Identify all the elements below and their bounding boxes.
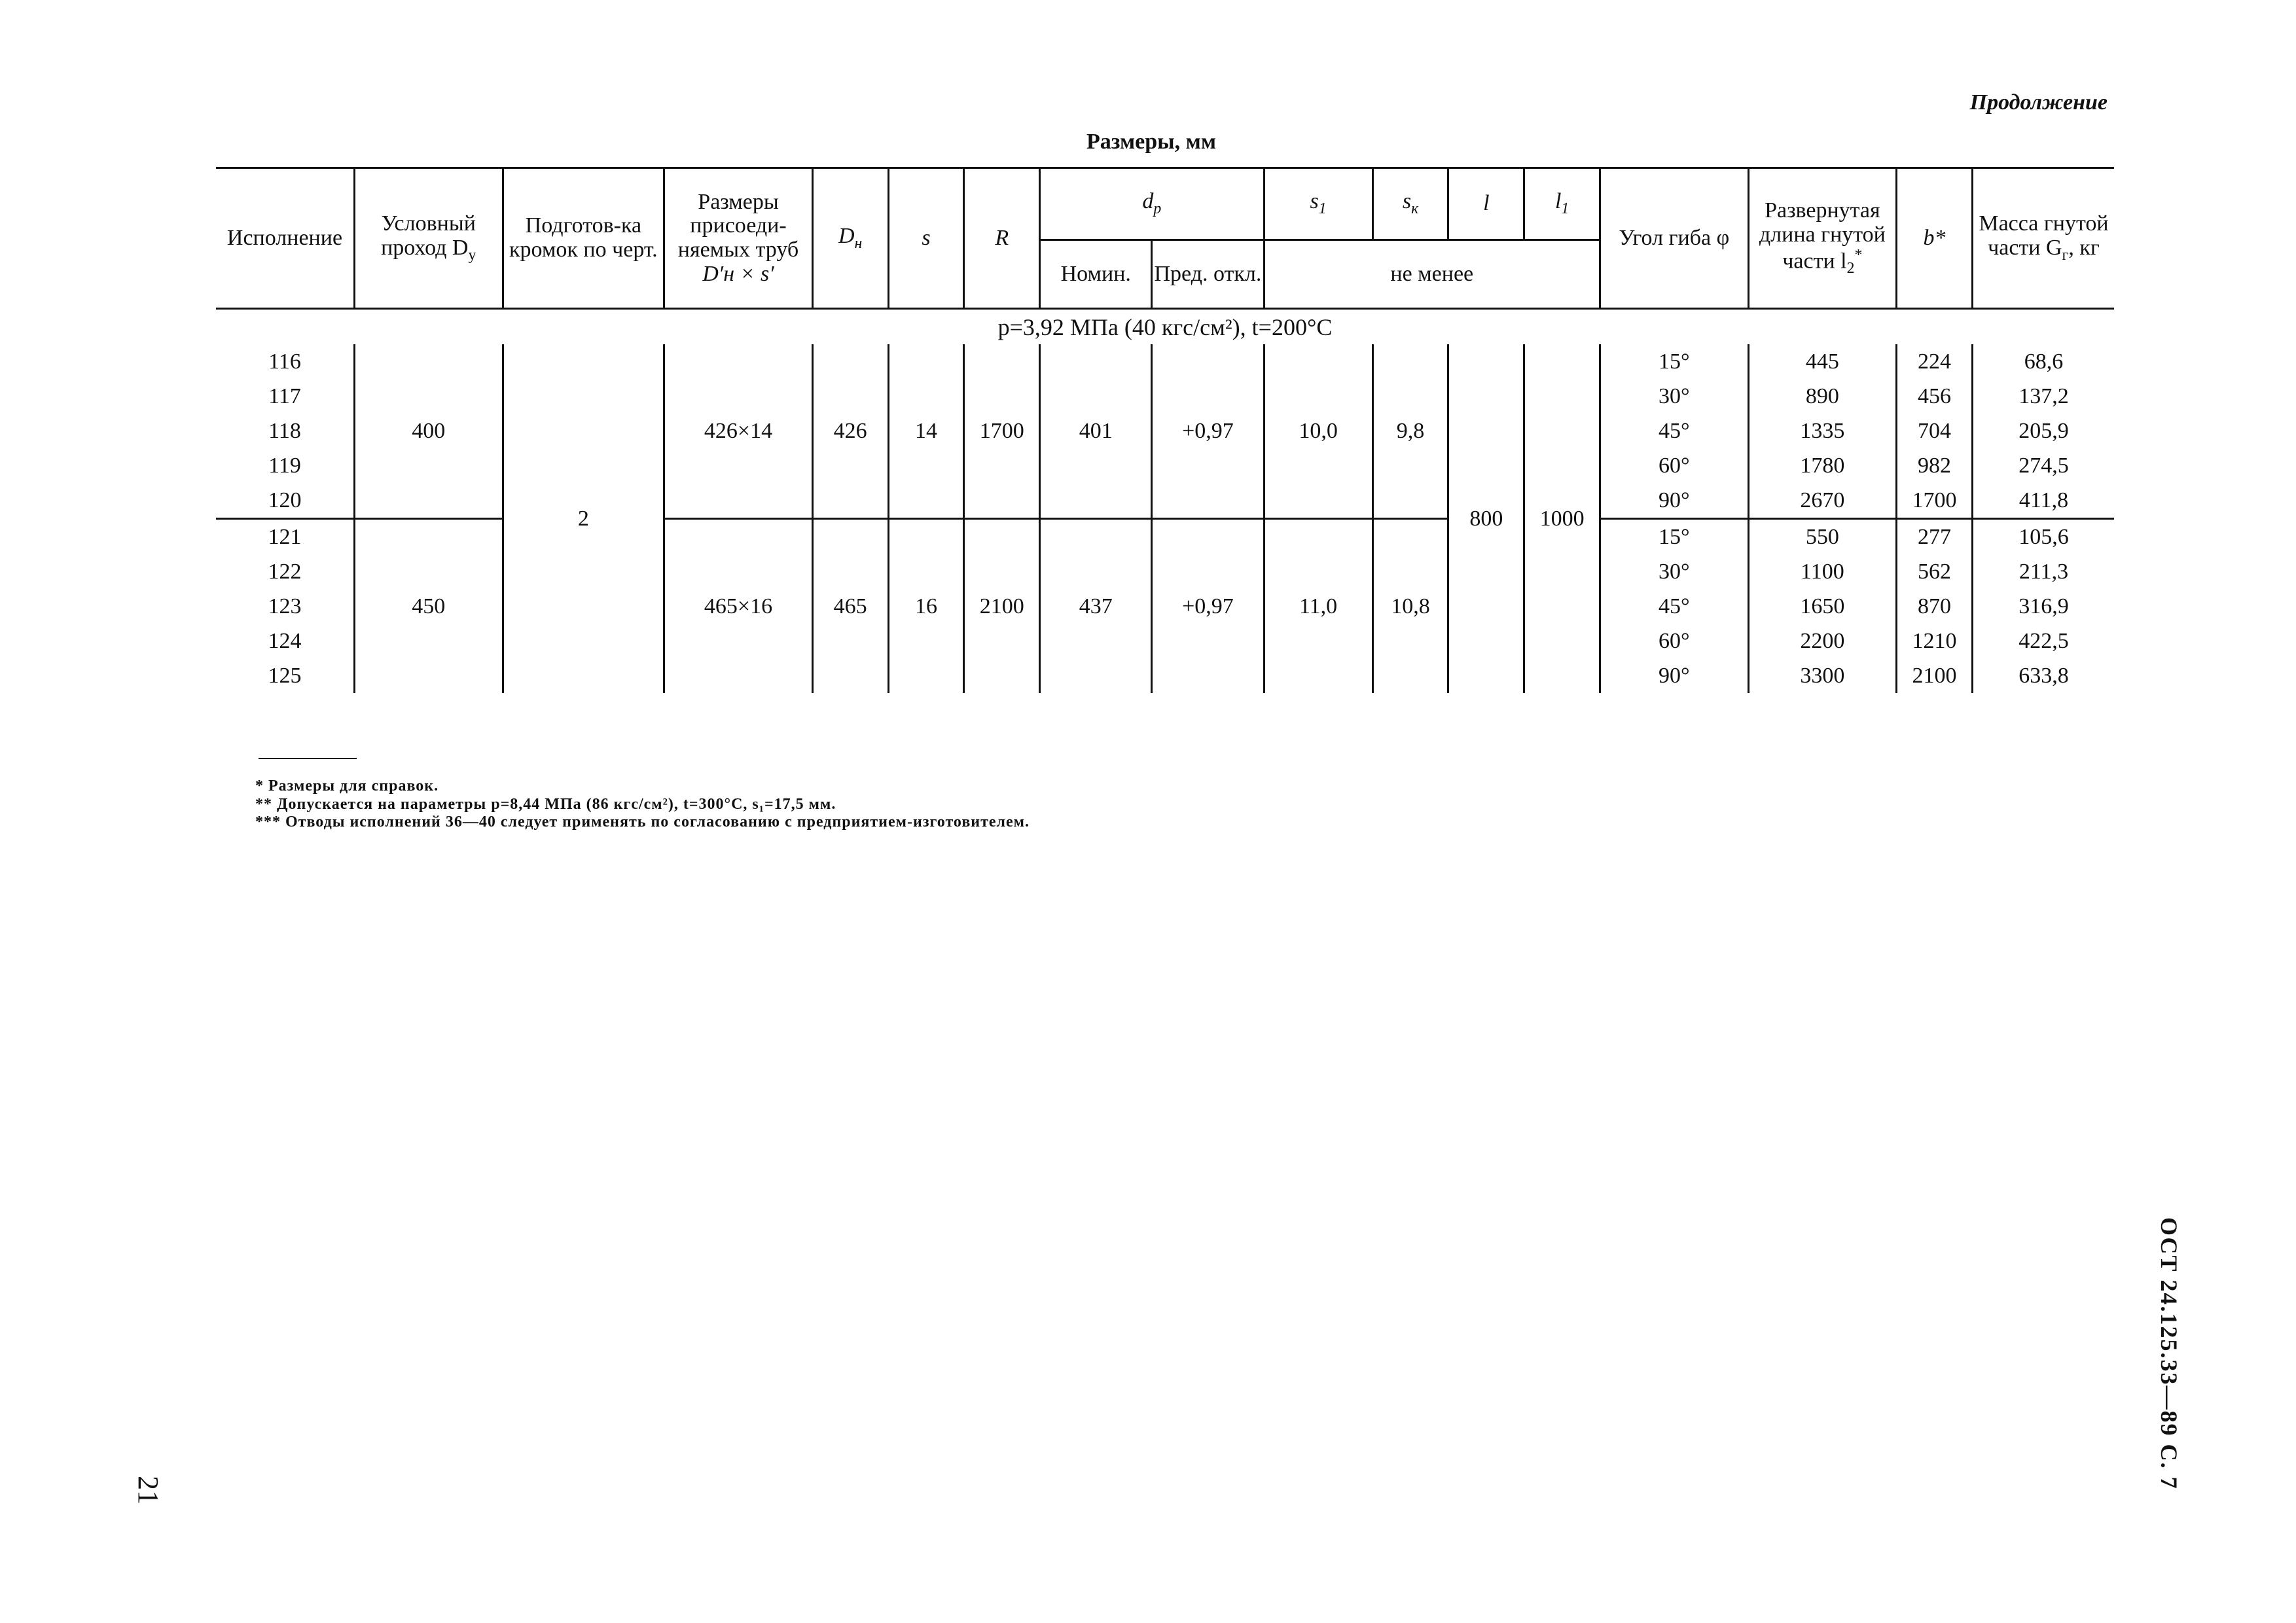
angle-cell: 15° [1600,344,1749,379]
mass-cell: 274,5 [1972,448,2114,483]
header-edge-prep: Подготов-ка кромок по черт. [503,168,664,309]
angle-cell: 15° [1600,519,1749,555]
length-cell: 1780 [1748,448,1897,483]
sizes-title: Размеры, мм [1086,130,1216,154]
mass-cell: 205,9 [1972,414,2114,448]
s-cell: 14 [888,344,964,519]
mass-cell: 137,2 [1972,379,2114,414]
header-l1: $l_1$ [1524,168,1600,240]
b-cell: 870 [1897,589,1973,624]
b-cell: 277 [1897,519,1973,555]
mass-cell: 633,8 [1972,658,2114,693]
angle-cell: 90° [1600,658,1749,693]
r-cell: 1700 [964,344,1040,519]
b-cell: 224 [1897,344,1973,379]
header-s: s [888,168,964,309]
pipe-size-cell: 426×14 [664,344,813,519]
dn-cell: 426 [812,344,888,519]
angle-cell: 45° [1600,414,1749,448]
angle-cell: 30° [1600,554,1749,589]
angle-cell: 60° [1600,448,1749,483]
dp-tolerance-cell: +0,97 [1152,344,1264,519]
header-r: R [964,168,1040,309]
dn-cell: 465 [812,519,888,694]
b-cell: 2100 [1897,658,1973,693]
version-cell: 123 [268,594,302,618]
version-cell: 120 [268,488,302,512]
l-cell: 800 [1448,344,1524,693]
mass-cell: 422,5 [1972,624,2114,658]
mass-cell: 211,3 [1972,554,2114,589]
angle-cell: 30° [1600,379,1749,414]
dimensions-table [216,167,2114,693]
b-cell: 704 [1897,414,1973,448]
mass-cell: 316,9 [1972,589,2114,624]
length-cell: 1650 [1748,589,1897,624]
nominal-bore-cell: 450 [354,519,503,694]
sk-cell: 10,8 [1372,519,1448,694]
version-cell: 119 [268,453,301,478]
version-cell: 122 [268,559,302,584]
s-cell: 16 [888,519,964,694]
angle-cell: 90° [1600,483,1749,519]
header-dp-tolerance: Пред. откл. [1152,240,1264,309]
l1-cell: 1000 [1524,344,1600,693]
header-angle: Угол гиба φ [1600,168,1749,309]
version-cell: 121 [216,519,354,555]
dp-tolerance-cell: +0,97 [1152,519,1264,694]
mass-cell: 105,6 [1972,519,2114,555]
b-cell: 562 [1897,554,1973,589]
angle-cell: 60° [1600,624,1749,658]
s1-cell: 11,0 [1264,519,1372,694]
s1-cell: 10,0 [1264,344,1372,519]
version-cell: 117 [268,383,301,408]
mass-cell: 68,6 [1972,344,2114,379]
header-developed-length: Развернутая длина гнутой части $l_2^*$ [1748,168,1897,309]
b-cell: 1700 [1897,483,1973,519]
length-cell: 1335 [1748,414,1897,448]
length-cell: 550 [1748,519,1897,555]
header-dp: $d_р$ [1040,168,1264,240]
table-row [216,519,2114,555]
header-nominal-bore: Условный проход $D_у$ [354,168,503,309]
length-cell: 2200 [1748,624,1897,658]
header-l: l [1448,168,1524,240]
header-not-less: не менее [1264,240,1600,309]
footnote-divider [259,758,357,759]
length-cell: 445 [1748,344,1897,379]
sk-cell: 9,8 [1372,344,1448,519]
header-b: b* [1897,168,1973,309]
footnote-2: ** Допускается на параметры p=8,44 МПа (86 кгс/см²), t=300°C, s₁=17,5 мм. [255,795,836,813]
version-cell: 118 [268,418,301,443]
version-cell: 125 [268,663,302,688]
version-cell: 124 [268,628,302,653]
standard-reference: ОСТ 24.125.33—89 С. 7 [2156,1217,2182,1490]
length-cell: 3300 [1748,658,1897,693]
header-dp-nominal: Номин. [1040,240,1152,309]
r-cell: 2100 [964,519,1040,694]
b-cell: 456 [1897,379,1973,414]
b-cell: 982 [1897,448,1973,483]
pipe-size-cell: 465×16 [664,519,813,694]
edge-prep-cell: 2 [503,344,664,693]
continuation-label: Продолжение [1969,90,2108,115]
dp-nominal-cell: 401 [1040,344,1152,519]
header-pipe-sizes: Размеры присоеди-няемых труб D′н × s′ [664,168,813,309]
nominal-bore-cell: 400 [354,344,503,519]
page-number: 21 [132,1476,164,1505]
table-row [216,344,2114,379]
length-cell: 1100 [1748,554,1897,589]
angle-cell: 45° [1600,589,1749,624]
b-cell: 1210 [1897,624,1973,658]
mass-cell: 411,8 [1972,483,2114,519]
footnote-3: *** Отводы исполнений 36—40 следует применять по согласованию с предприятием-изготовителем. [255,813,1030,831]
footnote-1: * Размеры для справок. [255,777,439,794]
version-cell: 116 [268,349,301,374]
header-sk: $s_к$ [1372,168,1448,240]
header-version: Исполнение [216,168,354,309]
length-cell: 2670 [1748,483,1897,519]
dp-nominal-cell: 437 [1040,519,1152,694]
header-dn: $D_н$ [812,168,888,309]
condition-row: p=3,92 МПа (40 кгс/см²), t=200°C [997,313,1333,340]
header-mass: Масса гнутой части $G_г$, кг [1972,168,2114,309]
header-s1: $s_1$ [1264,168,1372,240]
length-cell: 890 [1748,379,1897,414]
footnotes [255,777,1030,832]
